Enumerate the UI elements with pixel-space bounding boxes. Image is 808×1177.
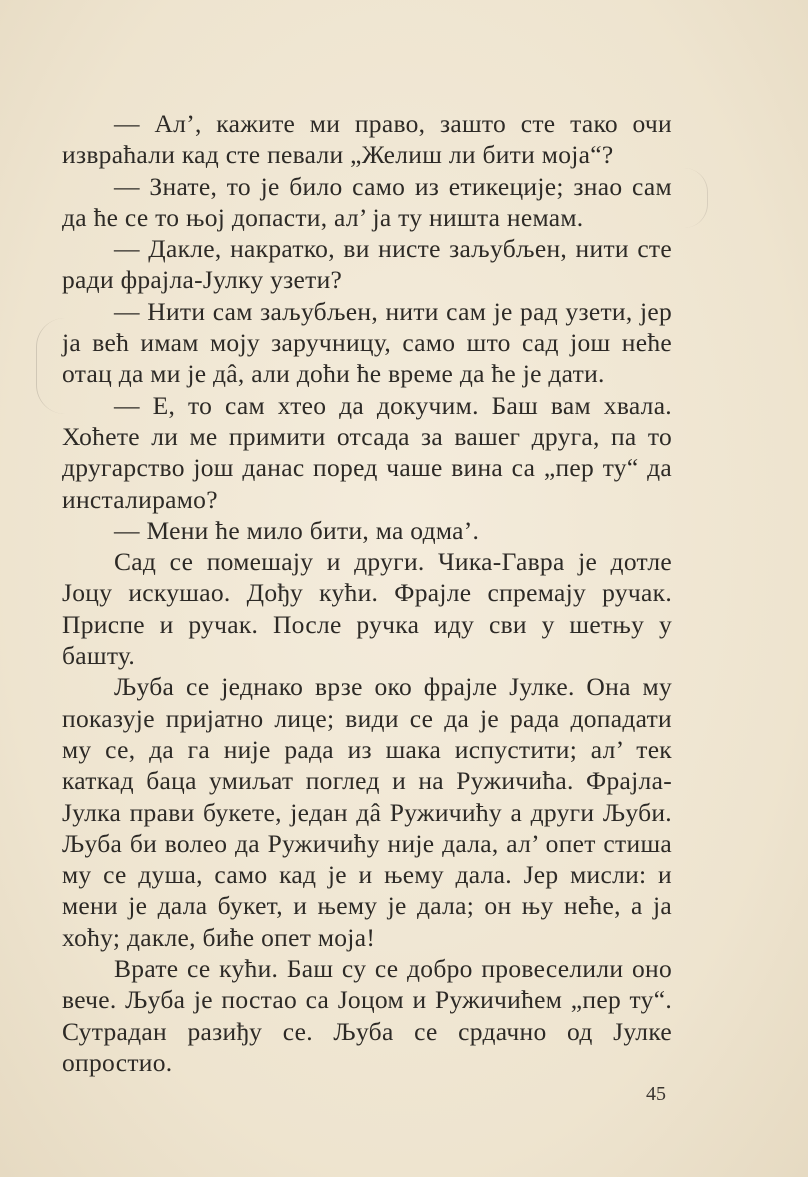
paragraph: — Дакле, накратко, ви нисте заљубљен, нити сте ради фрајла-Јулку узети? [62,234,672,295]
paragraph: — Е, то сам хтео да докучим. Баш вам хвала. Хоћете ли ме примити отсада за вашег друга, па то другарство још данас поред чаше вина са „пер ту“ да инсталирамо? [62,390,672,514]
pencil-margin-mark-right [683,168,708,228]
paragraph: Врате се кући. Баш су се добро провеселили оно вече. Љуба је постао са Јоцом и Ружичићем „пер ту“. Сутрадан разиђу се. Љуба се срдачно од Јулке опростио. [62,954,672,1077]
paragraph: — Знате, то је било само из етикеције; знао сам да ће се то њој допасти, ал’ ја ту ништа немам. [62,171,672,232]
paragraph: — Мени ће мило бити, ма одма’. [114,515,480,545]
paragraph: Сад се помешају и други. Чика-Гавра је дотле Јоцу искушао. Дођу кући. Фрајле спремају ручак. Приспе и ручак. После ручка иду сви у шетњу у башту. [62,547,672,671]
page-number: 45 [646,1083,666,1105]
paragraph: Љуба се једнако врзе око фрајле Јулке. Она му показује пријатно лице; види се да је рада допадати му се, да га није рада из шака испустити; ал’ тек каткад баца умиљат поглед и на Ружичића. Фрајла-Јулка прави букете, један дâ Ружичићу а други Љуби. Љуба би волео да Ружичићу није дала, ал’ опет стиша му се душа, само кад је и њему дала. Јер мисли: и мени је дала букет, и њему је дала; он њу неће, а ја хоћу; дакле, биће опет моја! [62,672,672,952]
paragraph: — Нити сам заљубљен, нити сам је рад узети, јер ја већ имам моју заручницу, само што сад још неће отац да ми је дâ, али доћи ће време да ће је дати. [62,296,672,389]
pencil-margin-mark [36,318,65,414]
paragraph: — Ал’, кажите ми право, зашто сте тако очи извраћали кад сте певали „Желиш ли бити моја“? [62,109,672,170]
body-text [62,108,672,1078]
